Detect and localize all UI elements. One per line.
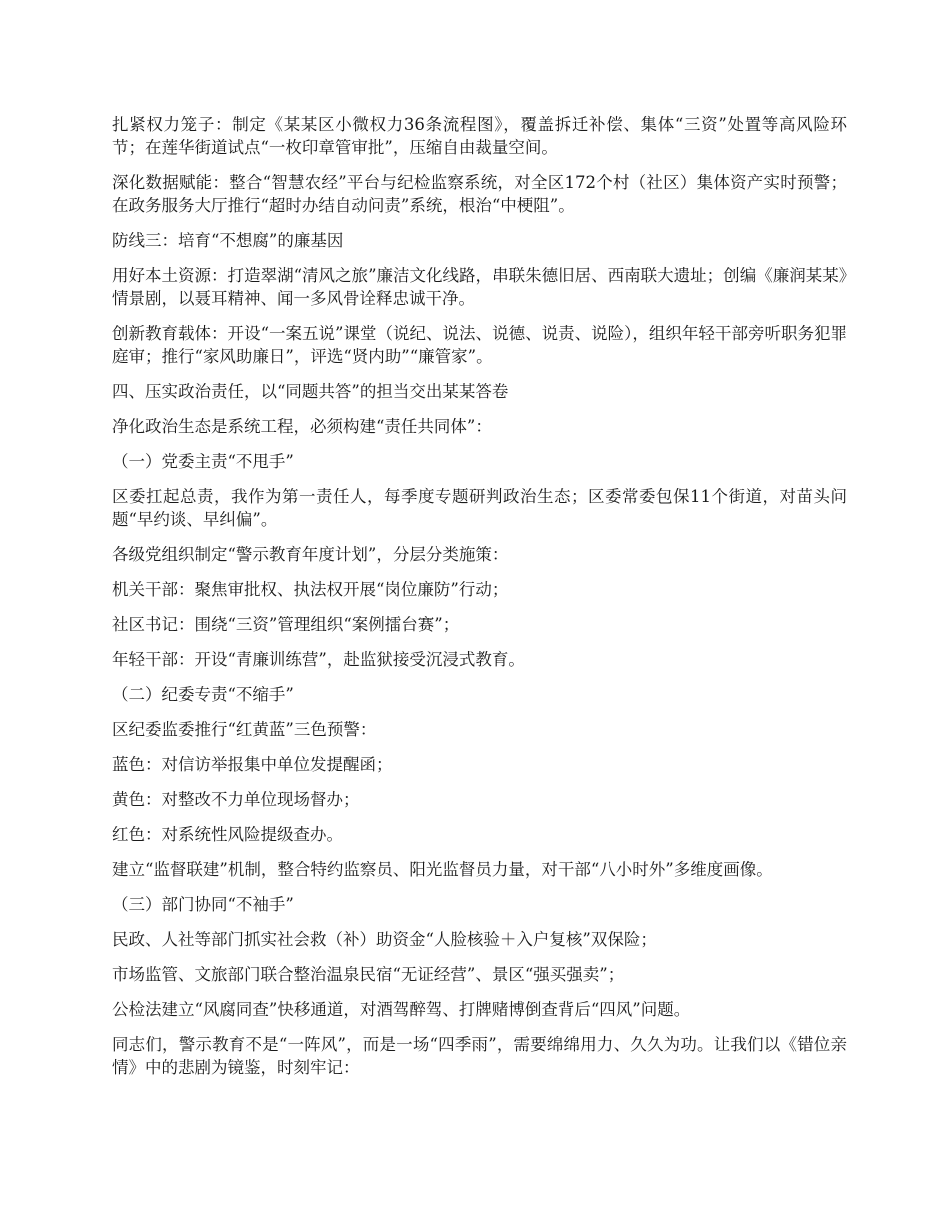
paragraph: 建立“监督联建”机制，整合特约监察员、阳光监督员力量，对干部“八小时外”多维度画像。 (112, 860, 773, 879)
paragraph: 扎紧权力笼子：制定《某某区小微权力36条流程图》，覆盖拆迁补偿、集体“三资”处置等高风险环节；在莲华街道试点“一枚印章管审批”，压缩自由裁量空间。 (112, 115, 847, 157)
subsection-heading: （二）纪委专责“不缩手” (112, 685, 294, 704)
paragraph: 同志们，警示教育不是“一阵风”，而是一场“四季雨”，需要绵绵用力、久久为功。让我们以《错位亲情》中的悲剧为镜鉴，时刻牢记： (112, 1035, 847, 1077)
paragraph: 各级党组织制定“警示教育年度计划”，分层分类施策： (112, 545, 509, 564)
subsection-heading: （三）部门协同“不袖手” (112, 895, 294, 914)
list-item: 社区书记：围绕“三资”管理组织“案例擂台赛”； (112, 615, 460, 634)
paragraph: 创新教育载体：开设“一案五说”课堂（说纪、说法、说德、说责、说险），组织年轻干部旁听职务犯罪庭审；推行“家风助廉日”，评选“贤内助”“廉管家”。 (112, 324, 847, 366)
list-item: 公检法建立“风腐同查”快移通道，对酒驾醉驾、打牌赌博倒查背后“四风”问题。 (112, 1000, 691, 1019)
section-heading: 四、压实政治责任，以“同题共答”的担当交出某某答卷 (112, 382, 509, 401)
list-item: 红色：对系统性风险提级查办。 (112, 825, 343, 844)
list-item: 黄色：对整改不力单位现场督办； (112, 790, 360, 809)
document-body (112, 113, 847, 1091)
list-item: 民政、人社等部门抓实社会救（补）助资金“人脸核验＋入户复核”双保险； (112, 930, 657, 949)
list-item: 蓝色：对信访举报集中单位发提醒函； (112, 755, 393, 774)
paragraph: 区委扛起总责，我作为第一责任人，每季度专题研判政治生态；区委常委包保11个街道，对苗头问题“早约谈、早纠偏”。 (112, 487, 847, 529)
list-item: 市场监管、文旅部门联合整治温泉民宿“无证经营”、景区“强买强卖”； (112, 965, 625, 984)
subsection-heading: （一）党委主责“不甩手” (112, 452, 294, 471)
paragraph: 用好本土资源：打造翠湖“清风之旅”廉洁文化线路，串联朱德旧居、西南联大遗址；创编《廉润某某》情景剧，以聂耳精神、闻一多风骨诠释忠诚干净。 (112, 266, 847, 308)
paragraph: 区纪委监委推行“红黄蓝”三色预警： (112, 720, 377, 739)
paragraph: 深化数据赋能：整合“智慧农经”平台与纪检监察系统，对全区172个村（社区）集体资产实时预警；在政务服务大厅推行“超时办结自动问责”系统，根治“中梗阻”。 (112, 173, 847, 215)
section-heading: 防线三：培育“不想腐”的廉基因 (112, 231, 344, 250)
list-item: 年轻干部：开设“青廉训练营”，赴监狱接受沉浸式教育。 (112, 650, 525, 669)
paragraph: 净化政治生态是系统工程，必须构建“责任共同体”： (112, 417, 492, 436)
list-item: 机关干部：聚焦审批权、执法权开展“岗位廉防”行动； (112, 580, 509, 599)
